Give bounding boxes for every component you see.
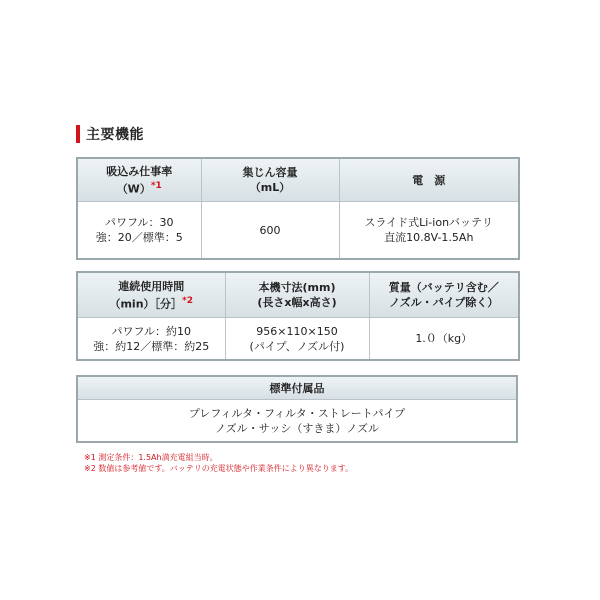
footnote-2: ※2 数値は参考値です。バッテリの充電状態や作業条件により異なります。 [84, 464, 354, 473]
cell-line: 956×110×150 [256, 324, 338, 338]
header-line: 連続使用時間 [118, 279, 185, 293]
header-line: ノズル・パイプ除く） [389, 296, 499, 309]
table-row [77, 202, 519, 260]
footnote-mark: *1 [150, 180, 162, 191]
cell-dimensions [225, 318, 369, 361]
header-weight [369, 272, 519, 318]
spec-table-3 [76, 375, 518, 443]
table-header-row [77, 158, 519, 202]
cell-line: スライド式Li-ionバッテリ [364, 216, 494, 229]
cell-suction-power [77, 202, 201, 260]
header-dust-capacity [201, 158, 339, 202]
spec-table-2 [76, 271, 520, 361]
cell-line: プレフィルタ・フィルタ・ストレートパイプ [188, 406, 406, 420]
cell-line: 1.０（kg） [415, 332, 473, 345]
header-runtime [77, 272, 225, 318]
header-line: 吸込み仕事率 [106, 164, 173, 178]
header-line: 電 源 [412, 173, 446, 187]
header-unit: （min）［分］ [109, 297, 183, 311]
header-unit: （W） [116, 182, 151, 196]
cell-line: 強：20／標準：5 [95, 231, 183, 244]
title-accent-bar [76, 125, 80, 143]
header-accessories: 標準付属品 [77, 376, 517, 400]
header-line: 質量（バッテリ含む／ [388, 281, 499, 294]
cell-line: ノズル・サッシ（すきま）ノズル [215, 421, 379, 435]
header-line: 集じん容量 [242, 166, 298, 179]
cell-accessories [77, 400, 517, 443]
header-dimensions [225, 272, 369, 318]
header-suction-power [77, 158, 201, 202]
header-line [78, 294, 225, 312]
header-line: （mL） [249, 181, 291, 194]
header-line: 本機寸法(mm) [258, 281, 336, 294]
cell-line: 強：約12／標準：約25 [93, 339, 210, 353]
cell-dust-capacity [201, 202, 339, 260]
table-row [77, 400, 517, 443]
footnotes [84, 452, 353, 474]
cell-line: 直流10.8V-1.5Ah [384, 231, 474, 244]
cell-power-source [339, 202, 519, 260]
table-row [77, 318, 519, 361]
cell-runtime [77, 318, 225, 361]
cell-weight [369, 318, 519, 361]
spec-table-1 [76, 157, 520, 260]
cell-line: (パイプ、ノズル付) [249, 339, 345, 353]
header-power-source [339, 158, 519, 202]
table-header-row [77, 376, 517, 400]
section-title-text: 主要機能 [86, 127, 144, 143]
header-line [78, 179, 201, 197]
table-header-row [77, 272, 519, 318]
header-line: (長さx幅x高さ) [257, 296, 337, 309]
cell-line: パワフル：約10 [111, 324, 192, 338]
cell-line: パワフル：30 [104, 216, 174, 229]
cell-line: 600 [259, 223, 281, 237]
footnote-1: ※1 測定条件：1.5Ah満充電組当時。 [84, 453, 218, 462]
footnote-mark: *2 [182, 295, 194, 306]
section-title [76, 124, 144, 144]
